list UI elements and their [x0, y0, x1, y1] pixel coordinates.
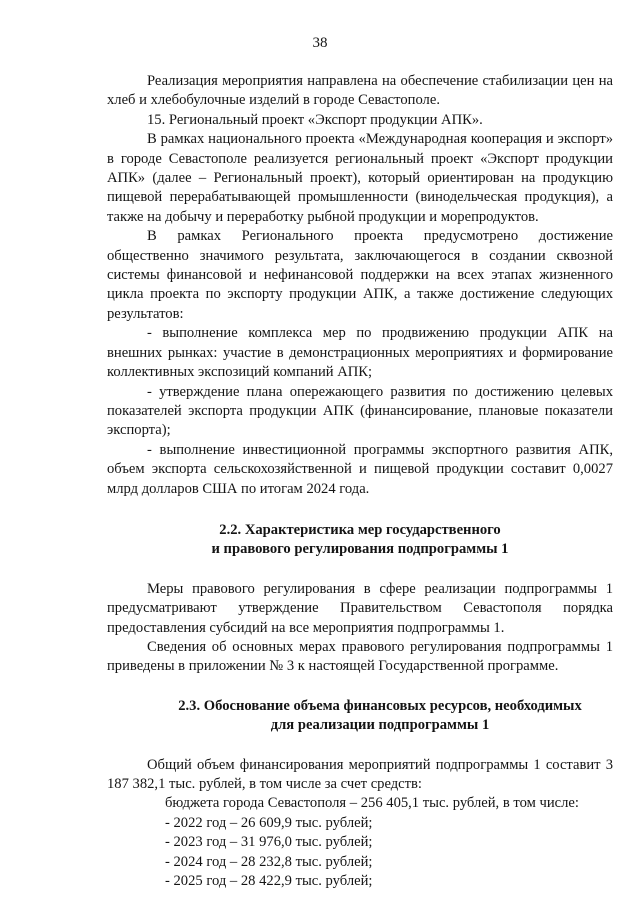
section-heading-2-2 — [107, 521, 613, 560]
list-item: бюджета города Севастополя – 256 405,1 тыс. рублей, в том числе: — [165, 795, 579, 812]
section-heading-2-3 — [107, 697, 613, 736]
list-item: - 2024 год – 28 232,8 тыс. рублей; — [165, 853, 373, 870]
paragraph: В рамках национального проекта «Международная кооперация и экспорт» в городе Севастополе реализуется региональный проект «Экспорт продукции АПК» (далее – Региональный проект), который ориентирован на продукцию пищевой перерабатывающей промышленности (винодельческая продукция), а также на добычу и переработку рыбной продукции и морепродуктов. — [107, 131, 613, 225]
paragraph: 15. Региональный проект «Экспорт продукции АПК». — [147, 111, 483, 128]
paragraph: Меры правового регулирования в сфере реализации подпрограммы 1 предусматривают утверждение Правительством Севастополя порядка предоставления субсидий на все мероприятия подпрограммы 1. — [107, 580, 613, 636]
heading-line: для реализации подпрограммы 1 — [270, 717, 490, 734]
list-item: - утверждение плана опережающего развития по достижению целевых показателей экспорта продукции АПК (финансирование, плановые показатели экспорта); — [107, 383, 613, 439]
paragraph: Общий объем финансирования мероприятий подпрограммы 1 составит 3 187 382,1 тыс. рублей, в том числе за счет средств: — [107, 756, 613, 792]
heading-line: 2.2. Характеристика мер государственного — [219, 521, 501, 538]
list-item: - 2023 год – 31 976,0 тыс. рублей; — [165, 834, 373, 851]
list-item: - выполнение комплекса мер по продвижению продукции АПК на внешних рынках: участие в демонстрационных мероприятиях и формирование коллективных экспозиций компаний АПК; — [107, 325, 613, 381]
paragraph: В рамках Регионального проекта предусмотрено достижение общественно значимого результата, заключающегося в создании сквозной системы финансовой и нефинансовой поддержки на всех этапах жизненного цикла проекта по экспорту продукции АПК, а также достижение следующих результатов: — [107, 228, 613, 322]
paragraph: Сведения об основных мерах правового регулирования подпрограммы 1 приведены в приложении № 3 к настоящей Государственной программе. — [107, 638, 613, 675]
list-item: - выполнение инвестиционной программы экспортного развития АПК, объем экспорта сельскохозяйственной и пищевой продукции составит 0,0027 млрд долларов США по итогам 2024 года. — [107, 441, 613, 497]
page-number: 38 — [312, 35, 328, 51]
heading-line: и правового регулирования подпрограммы 1 — [211, 541, 509, 558]
paragraph: Реализация мероприятия направлена на обеспечение стабилизации цен на хлеб и хлебобулочные изделий в городе Севастополе. — [107, 73, 613, 109]
document-body — [107, 72, 613, 891]
heading-line: 2.3. Обоснование объема финансовых ресурсов, необходимых — [178, 697, 582, 714]
list-item: - 2025 год – 28 422,9 тыс. рублей; — [165, 873, 373, 890]
list-item: - 2022 год – 26 609,9 тыс. рублей; — [165, 814, 373, 831]
funding-list — [107, 794, 613, 891]
